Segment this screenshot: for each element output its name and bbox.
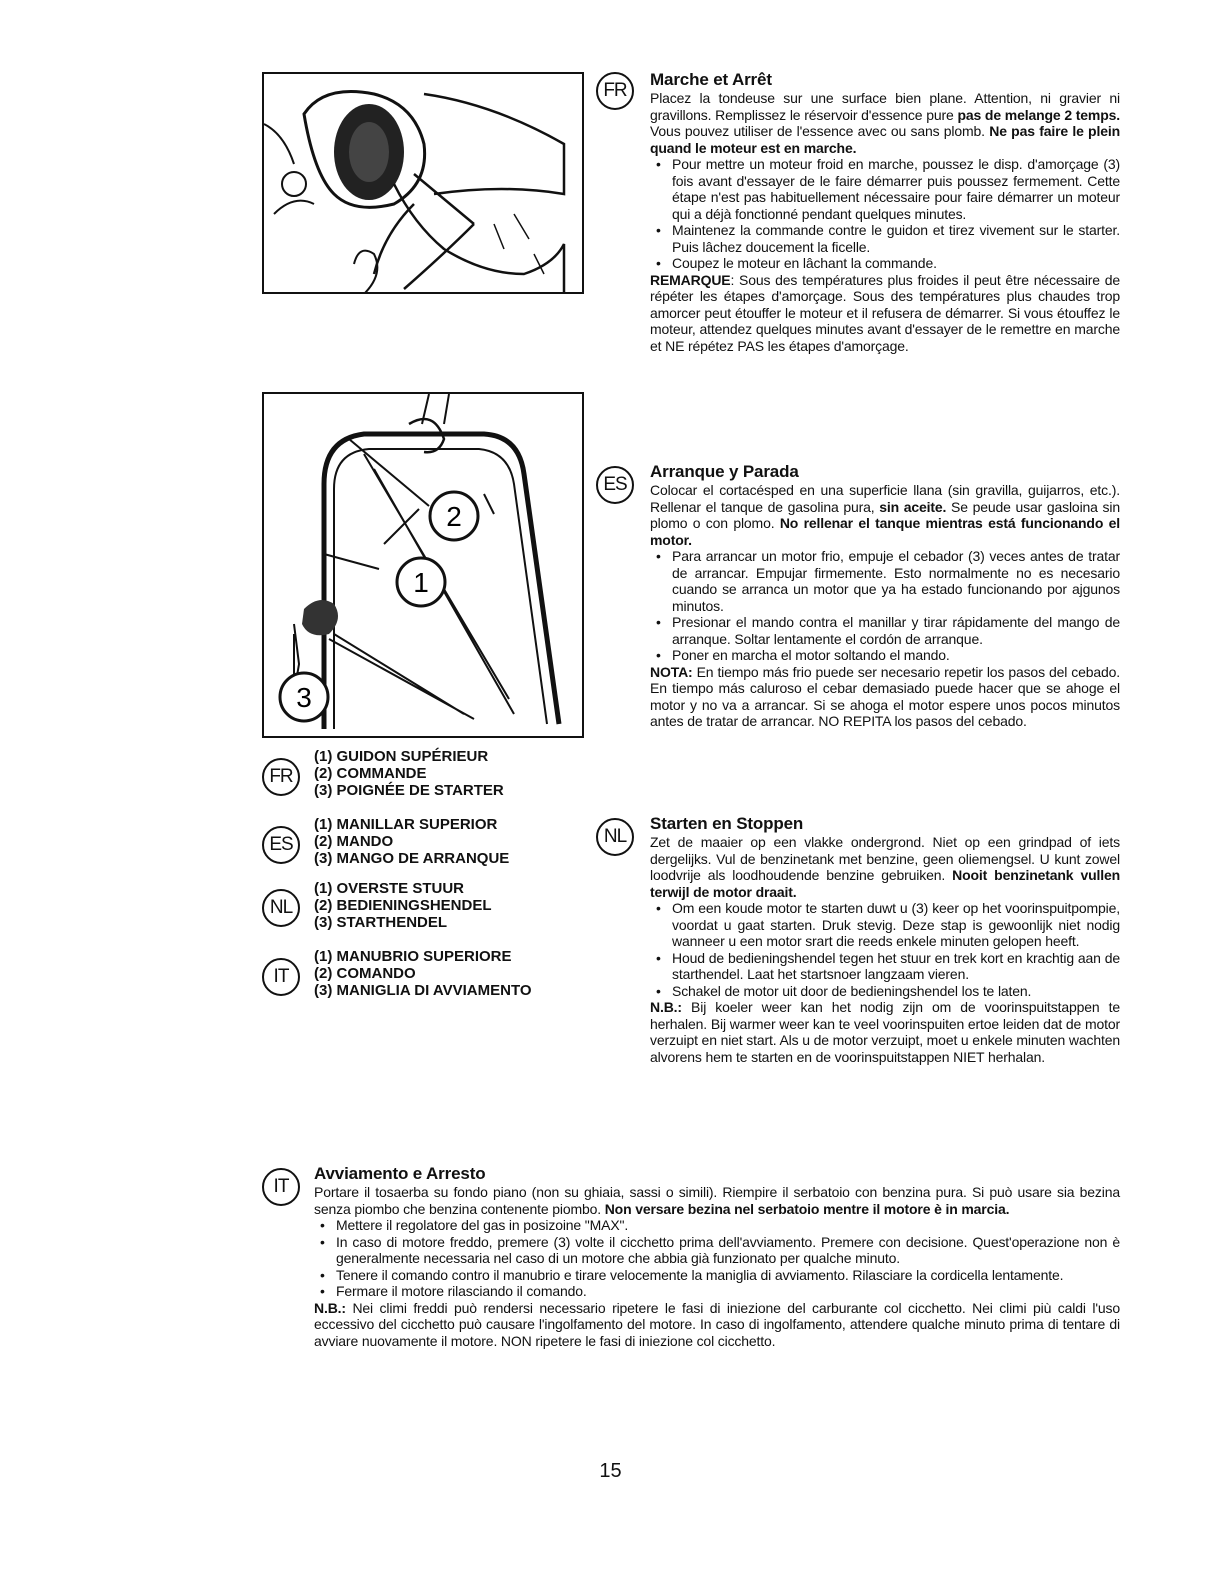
it-badge: IT [262,1168,300,1206]
step-item: • Tenere il comando contro il manubrio e tirare velocemente la maniglia di avviamento. Rilasciare la cordicella lentamente. [336,1267,1120,1284]
section-intro: Placez la tondeuse sur une surface bien plane. Attention, ni gravier ni gravillons. Remplissez le réservoir d'essence pure pas de melange 2 temps. Vous pouvez utiliser de l'essence avec ou sans plomb. Ne pas faire le plein quand le moteur est en marche. [650,90,1121,156]
handle-drawing [264,394,582,736]
legend-item: (1) GUIDON SUPÉRIEUR [314,748,489,765]
legend-item: (3) POIGNÉE DE STARTER [314,782,504,799]
step-list [650,548,1120,664]
legend-it-badge: IT [262,958,300,996]
step-item: • Fermare il motore rilasciando il comando. [336,1283,1120,1300]
section-note: N.B.: Nei climi freddi può rendersi necessario ripetere le fasi di iniezione del carburante col cicchetto. Nei climi più caldi l'uso eccessivo del cicchetto può causare l'ingolfamento del motore. In caso di ingolfamento, attendere qualche minuto prima di tentare di avviare nuovamente il motore. NON ripetere le fasi di iniezione col cicchetto. [314,1299,1120,1349]
section-note: NOTA: En tiempo más frio puede ser necesario repetir los pasos del cebado. En tiempo más caluroso el cebar demasiado puede hacer que se ahoge el motor y no va a arrancar. Si se ahoga el motor espere unos pocos minutos antes de tratar de arrancar. NO REPITA los pasos del cebado. [650,663,1120,729]
legend-nl-badge: NL [262,889,300,927]
legend-item: (2) BEDIENINGSHENDEL [314,897,492,914]
legend-nl [314,880,492,931]
step-item: • In caso di motore freddo, premere (3) volte il cicchetto prima dell'avviamento. Premere con decisione. Quest'operazione non è generalmente necessaria nel caso di un motore che abbia già funzionato per qualche minuto. [336,1234,1120,1267]
callout-2-label: 2 [446,501,462,532]
legend-item: (1) MANUBRIO SUPERIORE [314,948,512,965]
section-title: Marche et Arrêt [650,70,772,89]
step-item: • Maintenez la commande contre le guidon et tirez vivement sur le starter. Puis lâchez doucement la ficelle. [672,222,1120,255]
section-note: REMARQUE: Sous des températures plus froides il peut être nécessaire de répéter les étapes d'amorçage. Sous des températures plus chaudes trop amorcer peut étouffer le moteur et il refusera de démarrer. Si vous étouffez le moteur, attendez quelques minutes avant d'essayer de le remettre en marche et NE répétez PAS les étapes d'amorçage. [650,271,1120,354]
legend-item: (1) OVERSTE STUUR [314,880,465,897]
legend-es [314,816,509,867]
step-item: • Om een koude motor te starten duwt u (3) keer op het voorinspuitpompie, voordat u gaat starten. Druk stevig. Deze stap is gewoonlijk niet nodig wanneer u een motor srart die reeds enkele minuten gelopen heeft. [672,900,1120,950]
section-title: Arranque y Parada [650,462,799,481]
section-title: Avviamento e Arresto [314,1164,486,1183]
legend-fr [314,748,504,799]
callout-3-label: 3 [296,682,312,713]
page-number: 15 [599,1460,622,1482]
step-item: • Coupez le moteur en lâchant la commande. [672,255,1120,272]
legend-item: (3) STARTHENDEL [314,914,448,931]
legend-item: (1) MANILLAR SUPERIOR [314,816,498,833]
legend-es-badge: ES [262,826,300,864]
section-nl [650,814,1120,1065]
section-intro: Zet de maaier op een vlakke ondergrond. Niet op een grindpad of iets dergelijks. Vul de benzinetank met benzine, geen oliemengsel. U kunt zowel loodvrije als loodhoudende benzine gebruiken. Nooit benzinetank vullen terwijl de motor draait. [650,834,1120,900]
step-list [650,156,1120,272]
primer-drawing [264,74,582,292]
section-intro: Colocar el cortacésped en una superficie llana (sin gravilla, guijarros, etc.). Rellenar el tanque de gasolina pura, sin aceite. Se peude usar gasloina sin plomo o con plomo. No rellenar el tanque mientras está funcionando el motor. [650,482,1120,548]
section-note: N.B.: Bij koeler weer kan het nodig zijn om de voorinspuitstappen te herhalen. Bij warmer weer kan te veel voorinspuiten ertoe leiden dat de motor verzuipt en niet start. Als u de motor verzuipt, moet u enkele minuten wachten alvorens hem te starten en de voorinspuitstappen NIET herhalan. [650,999,1120,1065]
step-list [650,900,1120,999]
legend-item: (3) MANGO DE ARRANQUE [314,850,510,867]
step-item: • Pour mettre un moteur froid en marche, poussez le disp. d'amorçage (3) fois avant d'essayer de le faire démarrer puis poussez fermement. Cette étape n'est pas habituellement nécessaire pour faire démarrer un moteur qui a déjà fonctionné pendant quelques minutes. [672,156,1120,222]
legend-it [314,948,532,999]
step-item: • Presionar el mando contra el manillar y tirar rápidamente del mango de arranque. Soltar lentamente el cordón de arranque. [672,614,1120,647]
section-es [650,462,1120,730]
step-item: • Houd de bedieningshendel tegen het stuur en trek kort en krachtig aan de starthendel. Laat het startsnoer langzaam vieren. [672,950,1120,983]
legend-fr-badge: FR [262,758,300,796]
step-item: • Schakel de motor uit door de bedieningshendel los te laten. [672,983,1120,1000]
step-list [314,1217,1120,1300]
step-item: • Para arrancar un motor frio, empuje el cebador (3) veces antes de tratar de arrancar. Empujar firmemente. Esto normalmente no es necesario cuando se arranca un motor que ya ha estado funcionando por ajgunos minutos. [672,548,1120,614]
nl-badge: NL [596,818,634,856]
es-badge: ES [596,466,634,504]
section-fr [650,70,1120,354]
step-item: • Poner en marcha el motor soltando el mando. [672,647,1120,664]
legend-item: (3) MANIGLIA DI AVVIAMENTO [314,982,532,999]
fr-badge: FR [596,72,634,110]
handle-illustration [262,392,584,738]
section-intro: Portare il tosaerba su fondo piano (non su ghiaia, sassi o simili). Riempire il serbatoio con benzina pura. Si può usare sia bezina senza piombo che benzina contenente piombo. Non versare bezina nel serbatoio mentre il motore è in marcia. [314,1184,1120,1217]
section-title: Starten en Stoppen [650,814,804,833]
legend-item: (2) COMANDO [314,965,416,982]
primer-illustration [262,72,584,294]
section-it [314,1164,1120,1349]
callout-1-label: 1 [413,567,429,598]
step-item: • Mettere il regolatore del gas in posizoine "MAX". [336,1217,1120,1234]
legend-item: (2) COMMANDE [314,765,427,782]
legend-item: (2) MANDO [314,833,394,850]
